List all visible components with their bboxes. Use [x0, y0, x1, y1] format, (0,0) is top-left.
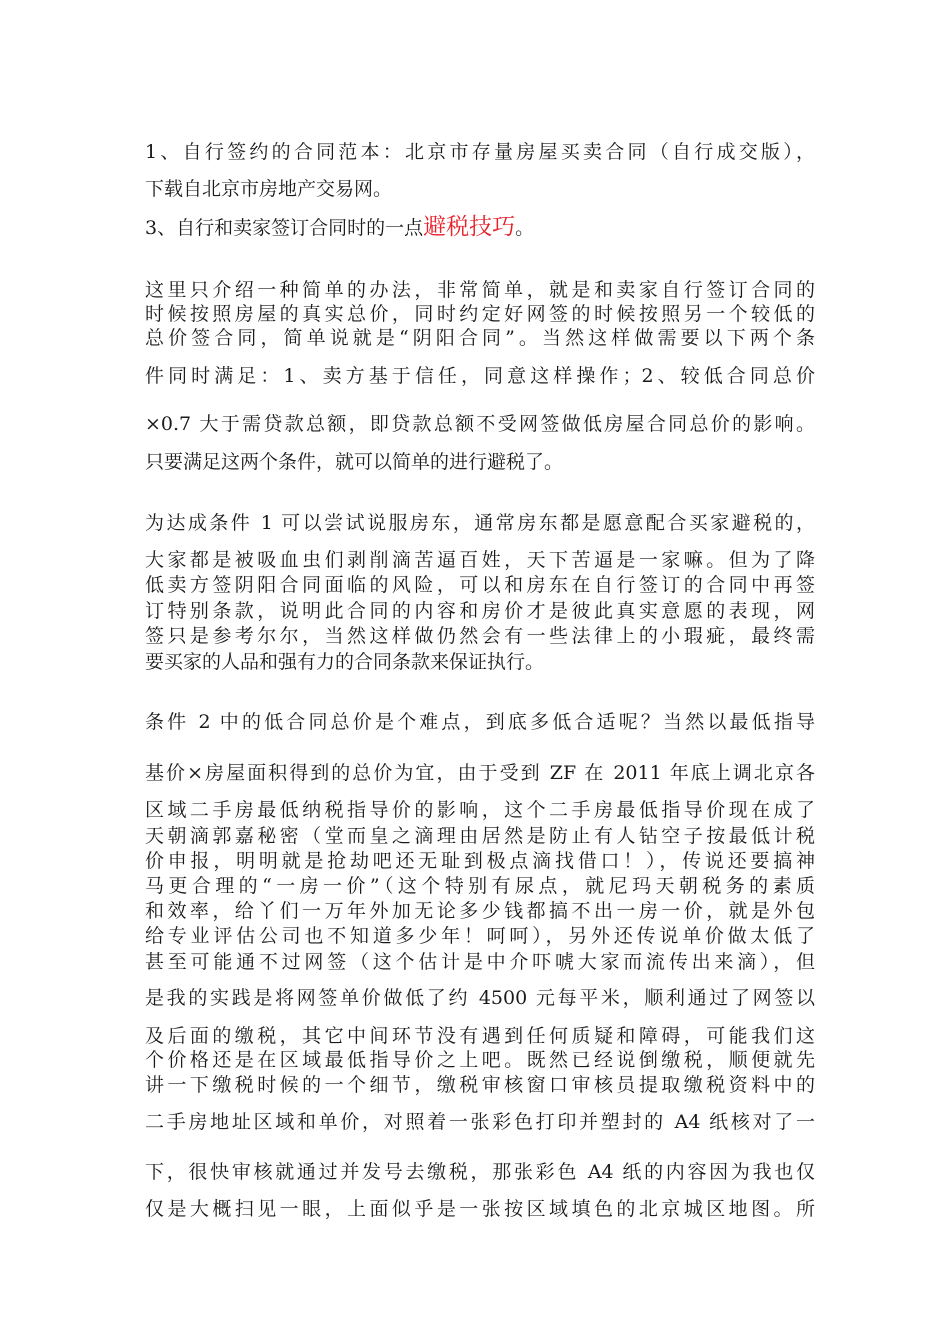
text-line: 签只是参考尔尔，当然这样做仍然会有一些法律上的小瑕疵，最终需 — [145, 625, 815, 647]
text-line: 价申报，明明就是抢劫吧还无耻到极点滴找借口！），传说还要搞神 — [145, 850, 815, 872]
text-line: 基价×房屋面积得到的总价为宜，由于受到 ZF 在 2011 年底上调北京各 — [145, 762, 815, 784]
text-line: 大家都是被吸血虫们剥削滴苦逼百姓，天下苦逼是一家嘛。但为了降 — [145, 549, 815, 571]
text-line: 要买家的人品和强有力的合同条款来保证执行。 — [145, 651, 545, 673]
text-line: 这里只介绍一种简单的办法，非常简单，就是和卖家自行签订合同的 — [145, 279, 815, 301]
text-line-with-highlight — [145, 215, 815, 240]
text-line: 个价格还是在区域最低指导价之上吧。既然已经说倒缴税，顺便就先 — [145, 1049, 815, 1071]
text-line: 总价签合同，简单说就是“阴阳合同”。当然这样做需要以下两个条 — [145, 327, 815, 349]
text-line: 件同时满足：1、卖方基于信任，同意这样操作；2、较低合同总价 — [145, 365, 815, 387]
text-line: 和效率，给丫们一万年外加无论多少钱都搞不出一房一价，就是外包 — [145, 900, 815, 922]
text-line: 二手房地址区域和单价，对照着一张彩色打印并塑封的 A4 纸核对了一 — [145, 1111, 815, 1133]
text-line: 是我的实践是将网签单价做低了约 4500 元每平米，顺利通过了网签以 — [145, 987, 815, 1009]
highlight-text: 避税技巧 — [423, 214, 516, 240]
text-line: 马更合理的“一房一价”（这个特别有尿点，就尼玛天朝税务的素质 — [145, 875, 815, 897]
text-line: 讲一下缴税时候的一个细节，缴税审核窗口审核员提取缴税资料中的 — [145, 1074, 815, 1096]
text-line: 只要满足这两个条件，就可以简单的进行避税了。 — [145, 451, 564, 473]
text-line: 下，很快审核就通过并发号去缴税，那张彩色 A4 纸的内容因为我也仅 — [145, 1161, 815, 1183]
text-line: 订特别条款，说明此合同的内容和房价才是彼此真实意愿的表现，网 — [145, 600, 815, 622]
text-line: 区域二手房最低纳税指导价的影响，这个二手房最低指导价现在成了 — [145, 799, 815, 821]
text-line: 给专业评估公司也不知道多少年！呵呵），另外还传说单价做太低了 — [145, 925, 815, 947]
text-segment: 。 — [515, 217, 535, 239]
text-line: 仅是大概扫见一眼，上面似乎是一张按区域填色的北京城区地图。所 — [145, 1198, 815, 1220]
text-line: 下载自北京市房地产交易网。 — [145, 178, 393, 200]
text-line: ×0.7 大于需贷款总额，即贷款总额不受网签做低房屋合同总价的影响。 — [145, 413, 815, 435]
text-line: 甚至可能通不过网签（这个估计是中介吓唬大家而流传出来滴），但 — [145, 951, 815, 973]
text-line: 为达成条件 1 可以尝试说服房东，通常房东都是愿意配合买家避税的， — [145, 512, 815, 534]
text-line: 条件 2 中的低合同总价是个难点，到底多低合适呢？当然以最低指导 — [145, 711, 815, 733]
text-line: 及后面的缴税，其它中间环节没有遇到任何质疑和障碍，可能我们这 — [145, 1025, 815, 1047]
text-line: 低卖方签阴阳合同面临的风险，可以和房东在自行签订的合同中再签 — [145, 574, 815, 596]
text-segment: 3、自行和卖家签订合同时的一点 — [145, 217, 424, 239]
text-line: 天朝滴郭嘉秘密（堂而皇之滴理由居然是防止有人钻空子按最低计税 — [145, 825, 815, 847]
text-line: 1、自行签约的合同范本：北京市存量房屋买卖合同（自行成交版）， — [145, 141, 815, 163]
text-line: 时候按照房屋的真实总价，同时约定好网签的时候按照另一个较低的 — [145, 303, 815, 325]
